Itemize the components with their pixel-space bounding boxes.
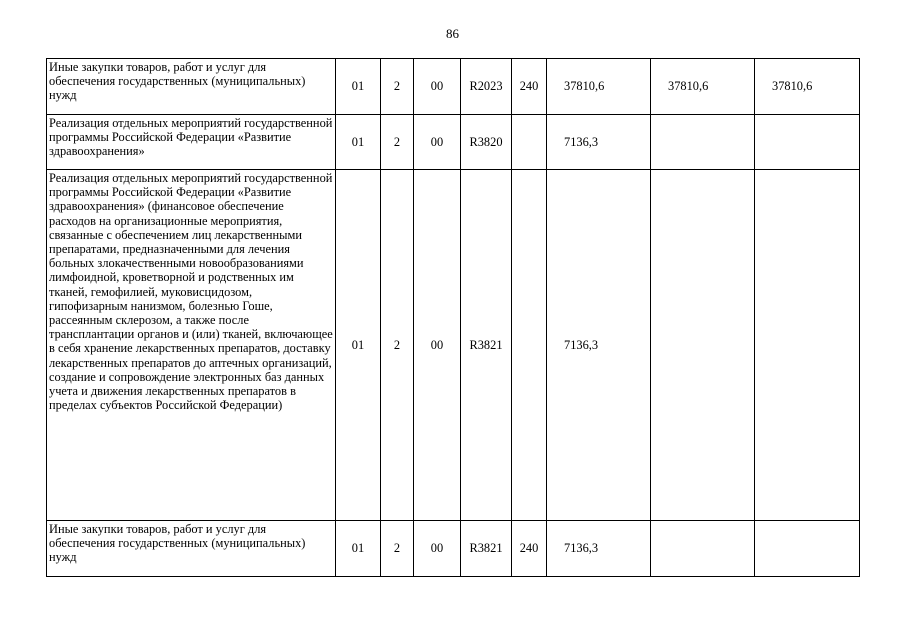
program-code-cell: 00	[414, 521, 461, 577]
expense-type-cell	[512, 115, 547, 170]
amount-year2-cell	[651, 115, 755, 170]
expense-name-cell: Иные закупки товаров, работ и услуг для обеспечения государственных (муниципальных) нужд	[47, 521, 336, 577]
amount-year3-cell	[755, 115, 860, 170]
section-code-cell: 01	[336, 115, 381, 170]
expense-name-cell: Реализация отдельных мероприятий государственной программы Российской Федерации «Развитие здравоохранения»	[47, 115, 336, 170]
subsection-code-cell: 2	[381, 521, 414, 577]
target-code-cell: R3821	[461, 170, 512, 521]
subsection-code-cell: 2	[381, 115, 414, 170]
expense-name-cell: Реализация отдельных мероприятий государственной программы Российской Федерации «Развитие здравоохранения» (финансовое обеспечение расходов на организационные мероприятия, связанные с обеспечением лиц лекарственными препаратами, предназначенными для лечения больных злокачественными новообразованиями лимфоидной, кроветворной и родственных им тканей, гемофилией, муковисцидозом, гипофизарным нанизмом, болезнью Гоше, рассеянным склерозом, а также после трансплантации органов и (или) тканей, включающее в себя хранение лекарственных препаратов, доставку лекарственных препаратов до аптечных организаций, создание и сопровождение электронных баз данных учета и движения лекарственных препаратов в пределах субъектов Российской Федерации)	[47, 170, 336, 521]
expense-type-cell: 240	[512, 521, 547, 577]
amount-year1-cell: 7136,3	[547, 115, 651, 170]
expense-type-cell: 240	[512, 59, 547, 115]
table-row	[47, 59, 860, 115]
amount-year2-cell	[651, 521, 755, 577]
subsection-code-cell: 2	[381, 59, 414, 115]
target-code-cell: R2023	[461, 59, 512, 115]
table-row	[47, 115, 860, 170]
amount-year1-cell: 37810,6	[547, 59, 651, 115]
program-code-cell: 00	[414, 115, 461, 170]
program-code-cell: 00	[414, 59, 461, 115]
target-code-cell: R3820	[461, 115, 512, 170]
amount-year1-cell: 7136,3	[547, 521, 651, 577]
table-row	[47, 521, 860, 577]
section-code-cell: 01	[336, 59, 381, 115]
table-row	[47, 170, 860, 521]
amount-year2-cell: 37810,6	[651, 59, 755, 115]
amount-year3-cell: 37810,6	[755, 59, 860, 115]
amount-year3-cell	[755, 170, 860, 521]
target-code-cell: R3821	[461, 521, 512, 577]
amount-year3-cell	[755, 521, 860, 577]
expense-name-cell: Иные закупки товаров, работ и услуг для обеспечения государственных (муниципальных) нужд	[47, 59, 336, 115]
page-number: 86	[446, 26, 459, 41]
expense-type-cell	[512, 170, 547, 521]
program-code-cell: 00	[414, 170, 461, 521]
section-code-cell: 01	[336, 170, 381, 521]
amount-year2-cell	[651, 170, 755, 521]
amount-year1-cell: 7136,3	[547, 170, 651, 521]
subsection-code-cell: 2	[381, 170, 414, 521]
section-code-cell: 01	[336, 521, 381, 577]
budget-table	[46, 58, 860, 577]
